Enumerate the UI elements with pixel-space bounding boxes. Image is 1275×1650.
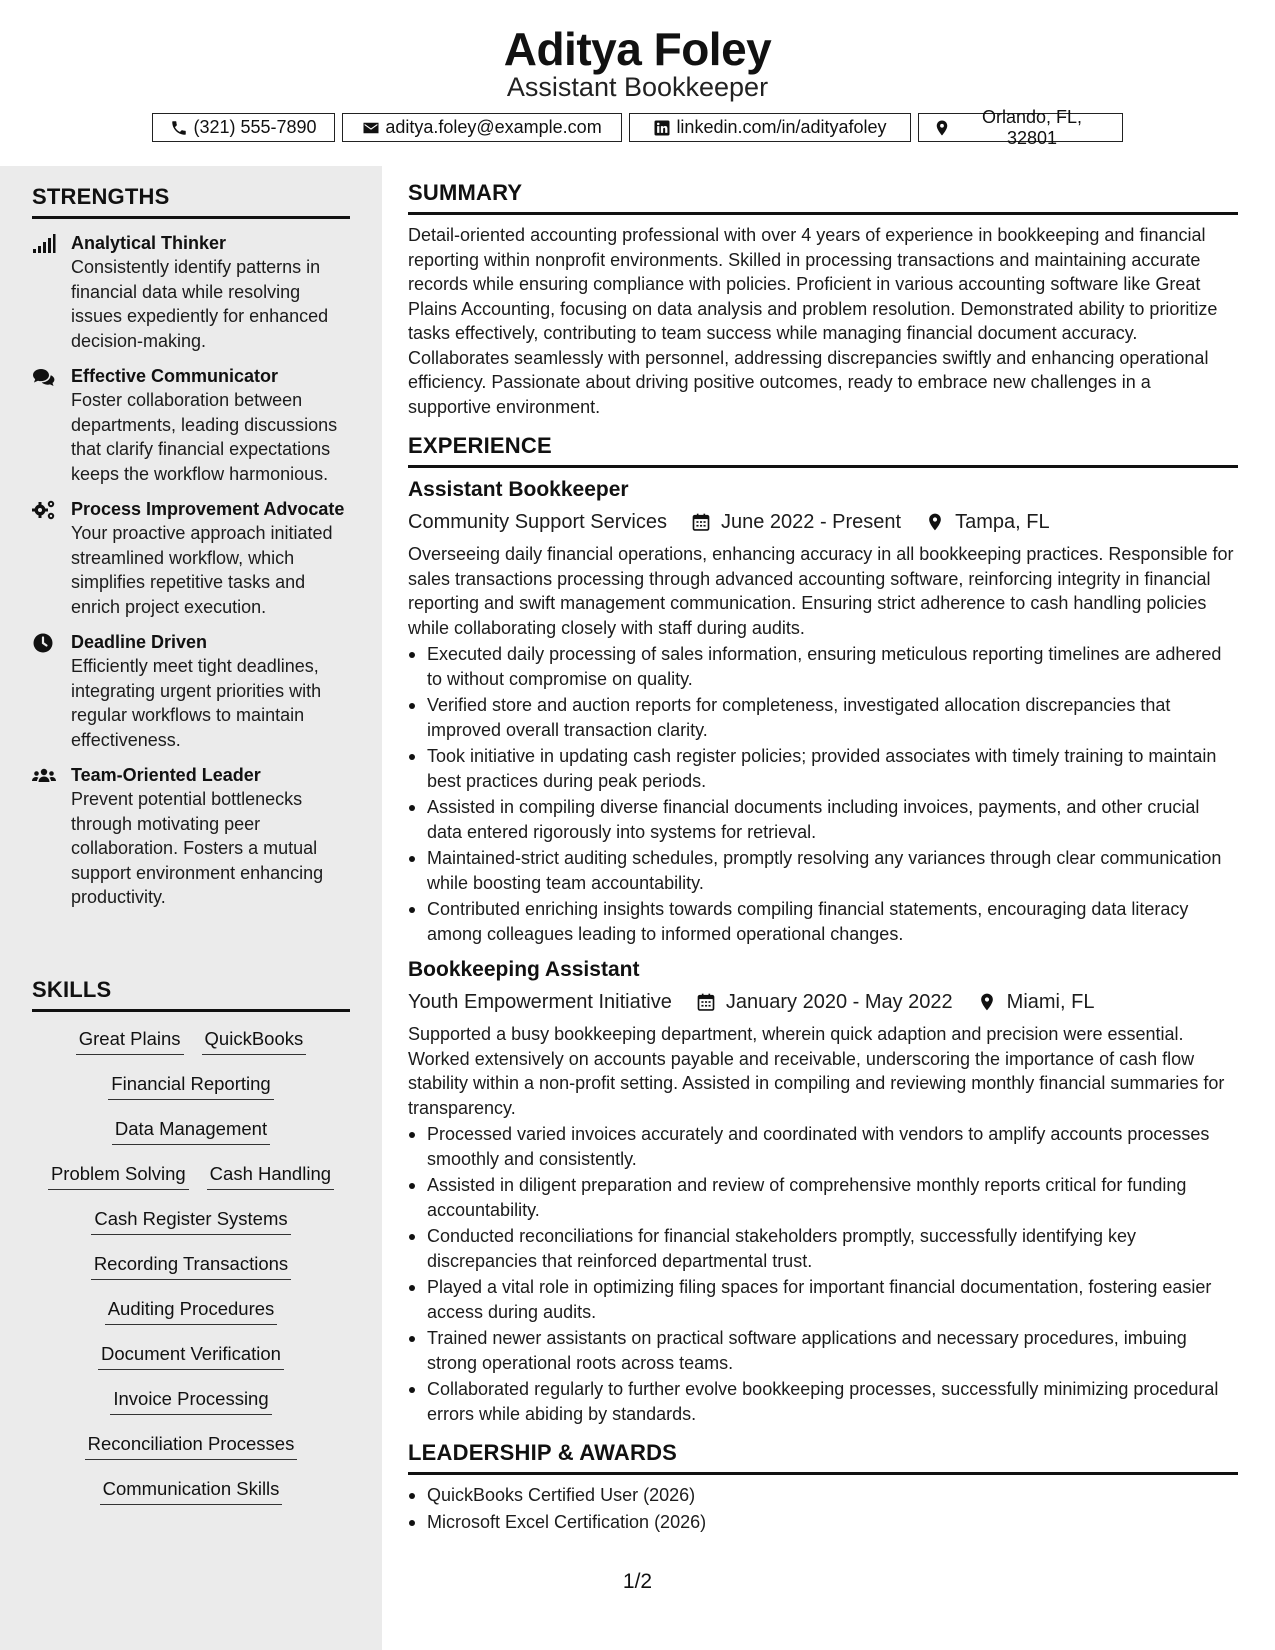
job-company: Youth Empowerment Initiative (408, 990, 672, 1013)
job-bullets (408, 1122, 1238, 1426)
strength-item (32, 231, 350, 353)
strengths-section (32, 184, 350, 910)
skill-tag: Cash Register Systems (91, 1206, 290, 1235)
envelope-icon (362, 119, 380, 137)
strength-item (32, 763, 350, 910)
sidebar (0, 166, 382, 1650)
skill-tag: Auditing Procedures (105, 1296, 278, 1325)
page-number: 1/2 (622, 1570, 653, 1593)
job-bullet: Trained newer assistants on practical software applications and necessary procedures, imbuing strong operational roots across teams. (427, 1326, 1238, 1375)
skill-tag: Invoice Processing (110, 1386, 271, 1415)
summary-title: SUMMARY (408, 180, 1238, 215)
skill-tag: Cash Handling (207, 1161, 334, 1190)
job-dates: January 2020 - May 2022 (725, 990, 953, 1013)
job-meta (408, 506, 1238, 538)
skill-tag: Problem Solving (48, 1161, 189, 1190)
job-bullet: Played a vital role in optimizing filing spaces for important financial documentation, fostering easier access during audits. (427, 1275, 1238, 1324)
skill-tag: QuickBooks (202, 1026, 307, 1055)
job-bullet: Conducted reconciliations for financial stakeholders promptly, successfully identifying key discrepancies that reinforced departmental trust. (427, 1224, 1238, 1273)
job-bullet: Executed daily processing of sales information, ensuring meticulous reporting timelines are adhered to without compromise on quality. (427, 642, 1238, 691)
job-bullet: Verified store and auction reports for completeness, investigated allocation discrepancies that improved overall transaction clarity. (427, 693, 1238, 742)
skills-title: SKILLS (32, 977, 350, 1012)
skill-tag: Reconciliation Processes (85, 1431, 298, 1460)
linkedin-icon (653, 119, 671, 137)
clock-icon (32, 632, 56, 654)
job-title: Assistant Bookkeeper (408, 478, 629, 501)
skill-tag: Financial Reporting (108, 1071, 273, 1100)
awards-section (408, 1440, 1238, 1534)
strength-desc: Foster collaboration between departments, leading discussions that clarify financial expectations keeps the workflow harmonious. (71, 390, 338, 484)
strength-title: Analytical Thinker (71, 233, 227, 253)
map-pin-icon (977, 992, 997, 1012)
contact-phone[interactable] (152, 113, 335, 142)
job-meta (408, 986, 1238, 1018)
award-item: Microsoft Excel Certification (2026) (427, 1510, 1238, 1535)
summary-section (408, 180, 1238, 419)
strength-item (32, 364, 350, 486)
job-title: Bookkeeping Assistant (408, 958, 640, 981)
strength-title: Effective Communicator (71, 366, 279, 386)
contact-linkedin[interactable] (629, 113, 911, 142)
strength-desc: Your proactive approach initiated streamlined workflow, which simplifies repetitive tasks and enrich project execution. (71, 523, 333, 617)
contact-location-text: Orlando, FL, 32801 (981, 106, 1083, 148)
job-location: Miami, FL (1006, 990, 1095, 1013)
job-bullet: Collaborated regularly to further evolve bookkeeping processes, successfully minimizing procedural errors while abiding by standards. (427, 1377, 1238, 1426)
job-bullet: Took initiative in updating cash register policies; provided associates with timely training to maintain best practices during peak periods. (427, 744, 1238, 793)
experience-title: EXPERIENCE (408, 433, 1238, 468)
skill-tag: Recording Transactions (91, 1251, 291, 1280)
contact-email[interactable] (342, 113, 622, 142)
calendar-icon (696, 992, 716, 1012)
strength-desc: Prevent potential bottlenecks through motivating peer collaboration. Fosters a mutual support environment enhancing productivity. (71, 789, 324, 907)
job-dates: June 2022 - Present (720, 510, 902, 533)
skill-tag: Document Verification (98, 1341, 284, 1370)
job-bullet: Assisted in diligent preparation and review of comprehensive monthly reports critical for funding accountability. (427, 1173, 1238, 1222)
strength-desc: Efficiently meet tight deadlines, integrating urgent priorities with regular workflows to maintain effectiveness. (71, 656, 322, 750)
awards-title: LEADERSHIP & AWARDS (408, 1440, 1238, 1475)
main-column (408, 180, 1238, 1534)
strength-desc: Consistently identify patterns in financial data while resolving issues expediently for enhanced decision-making. (71, 257, 329, 351)
strength-title: Process Improvement Advocate (71, 499, 345, 519)
job-bullets (408, 642, 1238, 946)
contact-linkedin-text: linkedin.com/in/adityafoley (676, 117, 887, 137)
candidate-role: Assistant Bookkeeper (506, 72, 769, 102)
job-bullet: Processed varied invoices accurately and coordinated with vendors to amplify accounts processes smoothly and consistently. (427, 1122, 1238, 1171)
contact-location[interactable] (918, 106, 1123, 148)
strength-title: Team-Oriented Leader (71, 765, 261, 785)
strength-item (32, 630, 350, 752)
contact-bar (0, 106, 1275, 148)
candidate-name: Aditya Foley (503, 23, 772, 75)
strength-title: Deadline Driven (71, 632, 208, 652)
team-icon (32, 765, 56, 787)
resume-header (0, 0, 1275, 166)
job-description: Overseeing daily financial operations, enhancing accuracy in all bookkeeping practices. Responsible for sales transactions processing through advanced accounting software, reinforcing integrity in financial reporting and swift management communication. Ensuring strict adherence to cash handling policies while collaborating closely with staff during audits. (408, 544, 1234, 638)
calendar-icon (691, 512, 711, 532)
skill-tag: Communication Skills (100, 1476, 283, 1505)
strength-item (32, 497, 350, 619)
experience-section (408, 433, 1238, 1426)
contact-email-text: aditya.foley@example.com (385, 117, 602, 137)
job-company: Community Support Services (408, 510, 667, 533)
skills-list (32, 1026, 350, 1521)
skill-tag: Great Plains (76, 1026, 184, 1055)
job-description: Supported a busy bookkeeping department, wherein quick adaption and precision were essential. Worked extensively on accounts payable and receivable, underscoring the importance of cash flow stability within a non-profit setting. Assisted in compiling and reviewing monthly financial summaries for transparency. (408, 1024, 1225, 1118)
job-entry (408, 956, 1238, 1426)
job-entry (408, 476, 1238, 946)
job-bullet: Contributed enriching insights towards compiling financial statements, encouraging data literacy among colleagues leading to informed operational changes. (427, 897, 1238, 946)
map-pin-icon (933, 119, 951, 137)
summary-text: Detail-oriented accounting professional with over 4 years of experience in bookkeeping and financial reporting within nonprofit environments. Skilled in processing transactions and maintaining accurate records while ensuring compliance with policies. Proficient in various accounting software like Great Plains Accounting, focusing on data analysis and problem resolution. Demonstrated ability to prioritize tasks effectively, contributing to team success while managing financial document accuracy. Collaborates seamlessly with personnel, addressing discrepancies swiftly and enhancing operational efficiency. Passionate about driving positive outcomes, ready to embrace new challenges in a supportive environment. (408, 225, 1218, 417)
skills-section (32, 977, 350, 1521)
signal-bars-icon (32, 233, 56, 255)
gears-icon (32, 499, 56, 521)
strengths-title: STRENGTHS (32, 184, 350, 219)
job-location: Tampa, FL (955, 510, 1050, 533)
job-bullet: Assisted in compiling diverse financial documents including invoices, payments, and other crucial data entered rigorously into systems for retrieval. (427, 795, 1238, 844)
awards-list (408, 1483, 1238, 1534)
contact-phone-text: (321) 555-7890 (193, 117, 317, 137)
job-bullet: Maintained-strict auditing schedules, promptly resolving any variances through clear communication while boosting team accountability. (427, 846, 1238, 895)
chat-bubbles-icon (32, 366, 56, 388)
skill-tag: Data Management (112, 1116, 270, 1145)
award-item: QuickBooks Certified User (2026) (427, 1483, 1238, 1508)
map-pin-icon (925, 512, 945, 532)
phone-icon (170, 119, 188, 137)
